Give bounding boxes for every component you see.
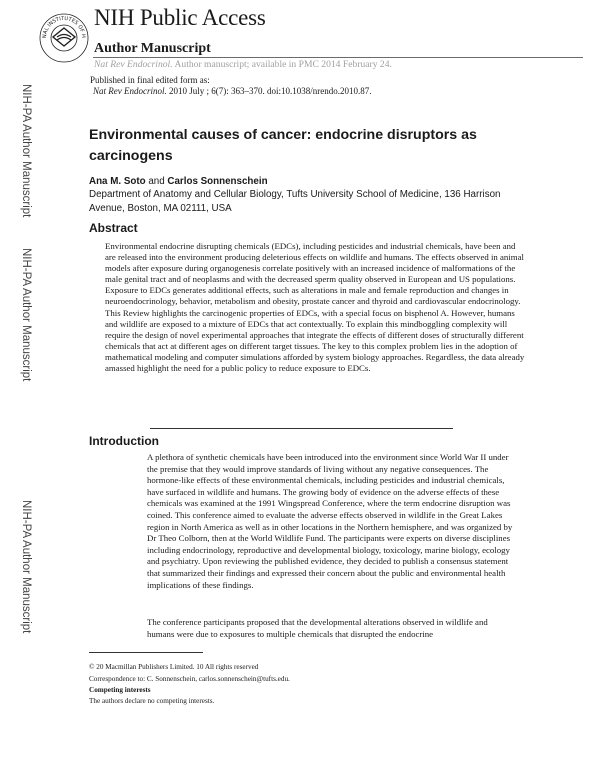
footnote-rule (89, 652, 203, 653)
copyright-note: © 20 Macmillan Publishers Limited. 10 All rights reserved (89, 663, 259, 671)
introduction-heading: Introduction (89, 434, 159, 448)
header-citation-journal: Nat Rev Endocrinol. (94, 59, 173, 70)
abstract-text: Environmental endocrine disrupting chemicals (EDCs), including pesticides and industrial chemicals, have been and are released into the environment producing deleterious effects on wildlife and humans. The effects observed in animal models after exposure during organogenesis correlate positively with an increased incidence of malformations of the male genital tract and of neoplasms and with the decreased sperm quality observed in European and US populations. Exposure to EDCs generates additional effects, such as alterations in male and female reproduction and changes in neuroendocrinology, behavior, metabolism and obesity, prostate cancer and thyroid and cardiovascular endocrinology. This Review highlights the carcinogenic properties of EDCs, with a special focus on bisphenol A. However, humans and wildlife are exposed to a mixture of EDCs that act contextually. To explain this mindboggling complexity will require the design of novel experimental approaches that integrate the effects of different doses of structurally different chemicals that act at different ages on different target tissues. The key to this complex problem lies in the adoption of mathematical modeling and computer simulations afforded by system biology approaches. Regardless, the data already amassed highlight the need for a public policy to reduce exposure to EDCs. (105, 241, 525, 374)
competing-interests-text: The authors declare no competing interests. (89, 697, 215, 705)
sidebar-watermark-2: NIH-PA Author Manuscript (20, 248, 32, 382)
publication-journal: Nat Rev Endocrinol. (93, 86, 167, 96)
svg-text:NATIONAL INSTITUTES OF HEALTH (38, 6, 86, 39)
introduction-paragraph-1: A plethora of synthetic chemicals have been introduced into the environment since World War II under the premise that they would improve standards of living without any negative consequences. The hormone-like effects of these environmental chemicals, including pesticides and industrial chemicals, have surfaced in wildlife and humans. The growing body of evidence on the adverse effects of these chemicals was examined at the 1991 Wingspread Conference, where the term endocrine disruption was coined. This conference aimed to evaluate the adverse effects observed in wildlife in the Great Lakes region in North America as well as in other locations in the Northern hemisphere, and was organized by Dr Theo Colborn, then at the World Wildlife Fund. The participants were experts on diverse disciplines including endocrinology, reproductive and developmental biology, toxicology, marine biology, ecology and psychiatry. Upon reviewing the published evidence, they decided to publish a consensus statement that summarized their findings and expressed their concern about the public and environmental health implications of these findings. (147, 452, 513, 590)
publication-citation (93, 86, 372, 96)
introduction-paragraph-2: The conference participants proposed that the developmental alterations observed in wildlife and humans were due to exposures to multiple chemicals that disrupted the endocrine (147, 617, 488, 639)
abstract-heading: Abstract (89, 221, 138, 235)
publication-details: 2010 July ; 6(7): 363–370. doi:10.1038/nrendo.2010.87. (166, 86, 372, 96)
sidebar-watermark-1: NIH-PA Author Manuscript (20, 84, 32, 218)
competing-interests-heading: Competing interests (89, 686, 151, 694)
affiliation: Department of Anatomy and Cellular Biology, Tufts University School of Medicine, 136 Harrison Avenue, Boston, MA 02111, USA (89, 189, 501, 214)
header-citation-rest: Author manuscript; available in PMC 2014 February 24. (172, 59, 392, 70)
header-citation (94, 59, 392, 70)
author-list (89, 176, 268, 187)
header-rule (93, 57, 583, 58)
published-as-label: Published in final edited form as: (90, 75, 210, 85)
nih-logo (38, 6, 90, 68)
correspondence-note: Correspondence to: C. Sonnenschein, carlos.sonnenschein@tufts.edu. (89, 675, 290, 683)
logo-ring-text: NAL INSTITUTES OF H (41, 15, 87, 39)
nih-public-access-title: NIH Public Access (94, 5, 266, 30)
abstract-rule (150, 428, 453, 429)
author-separator: and (145, 176, 168, 187)
author-1: Ana M. Soto (89, 176, 146, 187)
article-title: Environmental causes of cancer: endocrine disruptors as carcinogens (89, 127, 477, 164)
author-2: Carlos Sonnenschein (167, 176, 268, 187)
author-manuscript-label: Author Manuscript (94, 41, 211, 56)
sidebar-watermark-3: NIH-PA Author Manuscript (20, 500, 32, 634)
